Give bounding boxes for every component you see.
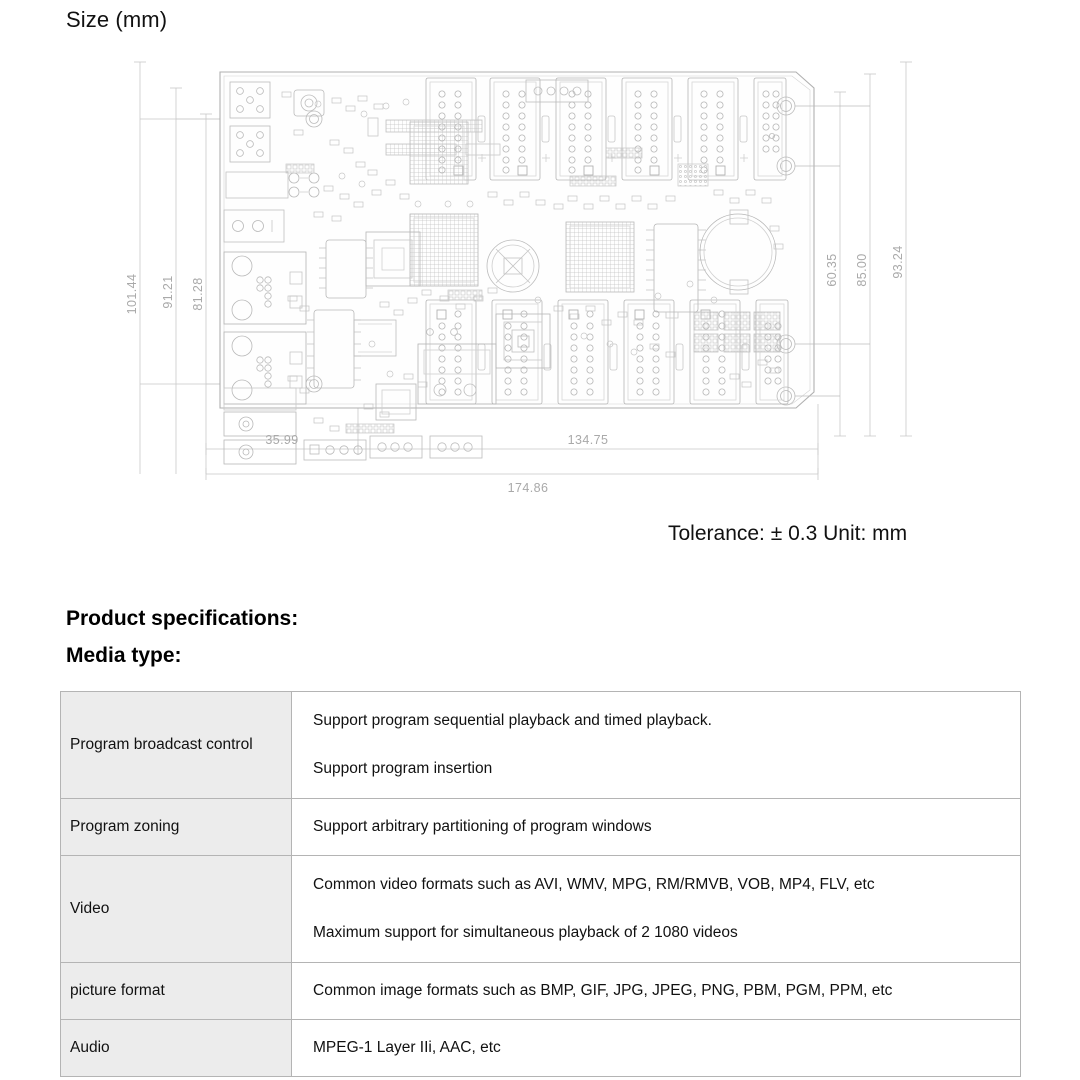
dim-right-60: 60.35	[825, 253, 839, 287]
dim-left-101: 101.44	[125, 273, 139, 315]
tolerance-note: Tolerance: ± 0.3 Unit: mm	[668, 522, 908, 545]
spec-label: Program zoning	[61, 799, 292, 856]
spec-value-line: Support program insertion	[313, 760, 493, 777]
product-specifications-heading: Product specifications:	[66, 607, 299, 630]
dim-left-81: 81.28	[191, 277, 205, 311]
table-row	[61, 963, 1021, 1020]
spec-label: Video	[61, 856, 292, 963]
dim-bottom-174: 174.86	[507, 481, 549, 495]
spec-value	[292, 1020, 1021, 1077]
dim-bottom-134: 134.75	[567, 433, 609, 447]
page-title: Size (mm)	[66, 7, 168, 32]
table-row	[61, 799, 1021, 856]
table-row	[61, 856, 1021, 963]
spec-value-line: Support program sequential playback and timed playback.	[313, 712, 712, 729]
spec-value-line: Support arbitrary partitioning of program windows	[313, 818, 652, 835]
spec-value	[292, 856, 1021, 963]
spec-value-line: Maximum support for simultaneous playback of 2 1080 videos	[313, 924, 738, 941]
dim-left-91: 91.21	[161, 275, 175, 309]
pcb-dimension-drawing	[118, 44, 968, 514]
dim-right-85: 85.00	[855, 253, 869, 287]
dim-bottom-35: 35.99	[265, 433, 299, 447]
media-type-spec-table	[60, 691, 1021, 1077]
spec-value-line: Common image formats such as BMP, GIF, JPG, JPEG, PNG, PBM, PGM, PPM, etc	[313, 982, 893, 999]
spec-label: Program broadcast control	[61, 692, 292, 799]
spec-label: Audio	[61, 1020, 292, 1077]
spec-value	[292, 799, 1021, 856]
table-row	[61, 1020, 1021, 1077]
table-row	[61, 692, 1021, 799]
spec-label: picture format	[61, 963, 292, 1020]
spec-value-line: Common video formats such as AVI, WMV, MPG, RM/RMVB, VOB, MP4, FLV, etc	[313, 876, 875, 893]
spec-value	[292, 963, 1021, 1020]
pcb-drawing-svg	[118, 44, 968, 514]
spec-value	[292, 692, 1021, 799]
dim-right-93: 93.24	[891, 245, 905, 279]
spec-value-line: MPEG-1 Layer IIi, AAC, etc	[313, 1039, 501, 1056]
media-type-heading: Media type:	[66, 644, 182, 667]
